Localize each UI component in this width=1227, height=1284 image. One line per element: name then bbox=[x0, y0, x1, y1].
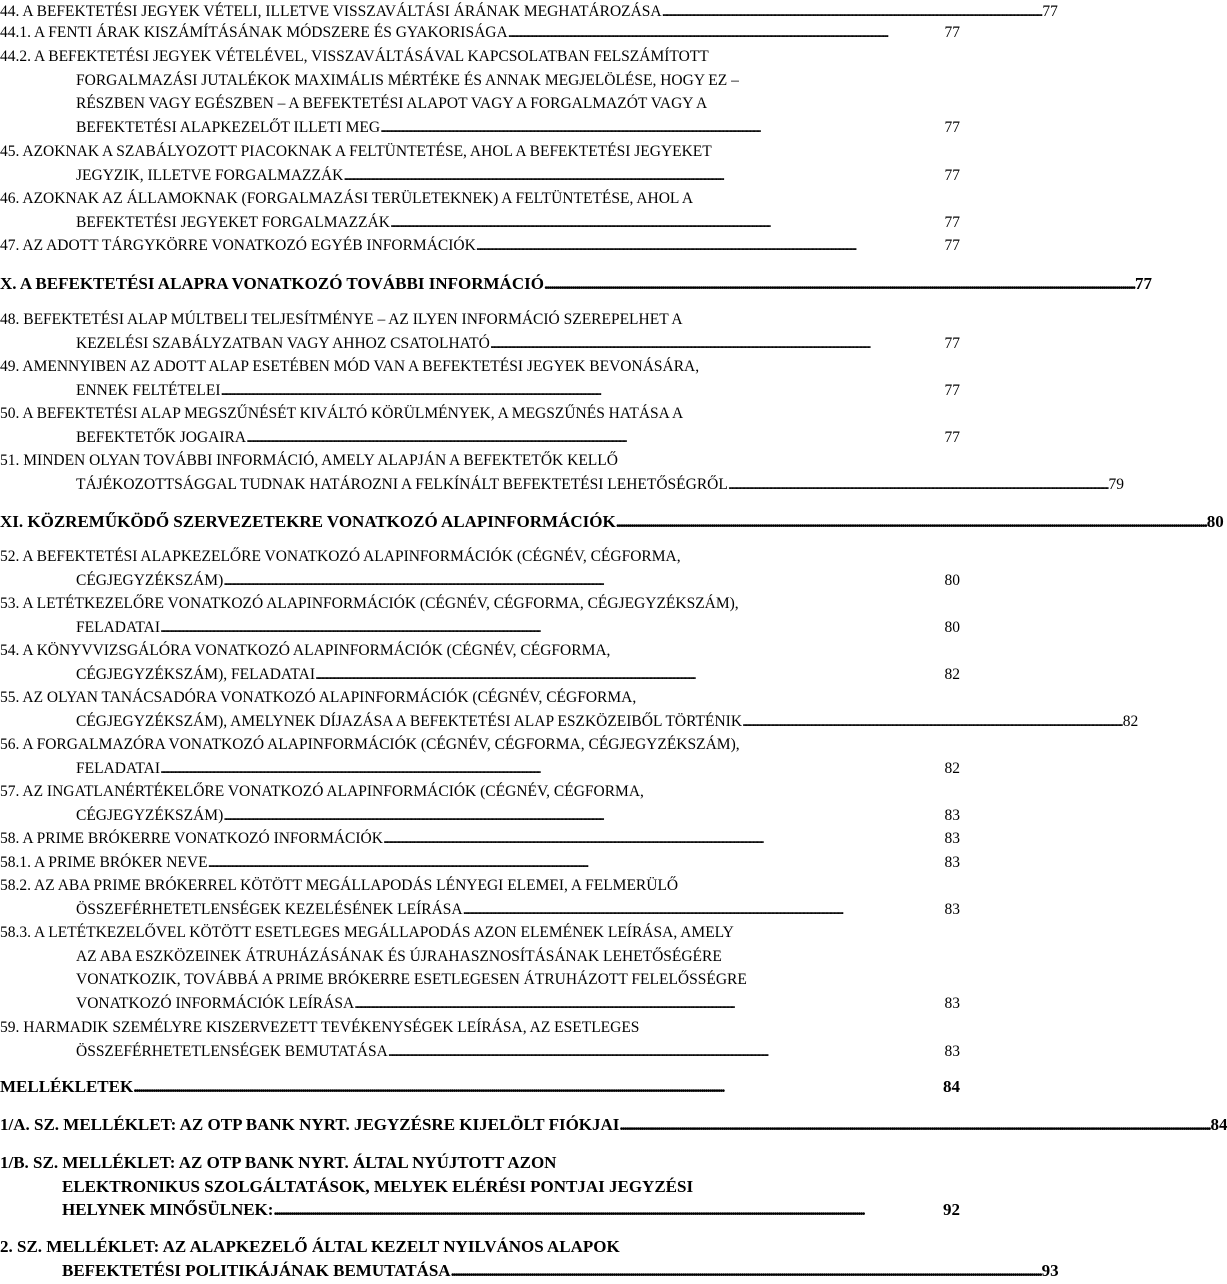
toc-entry-line bbox=[76, 945, 960, 969]
toc-entry-last-line bbox=[76, 1040, 960, 1064]
toc-entry-line bbox=[0, 874, 960, 898]
toc-entry-text: 1/A. SZ. MELLÉKLET: AZ OTP BANK NYRT. JEGYZÉSRE KIJELÖLT FIÓKJAI bbox=[0, 1115, 620, 1134]
toc-entry[interactable] bbox=[0, 1151, 960, 1224]
toc-entry-last-line bbox=[76, 569, 960, 593]
page-number: 77 bbox=[944, 213, 960, 231]
toc-entry-last-line bbox=[0, 827, 960, 851]
page-number: 83 bbox=[944, 854, 960, 871]
toc-entry-line bbox=[0, 355, 960, 379]
toc-entry[interactable] bbox=[0, 1235, 1059, 1284]
toc-entry-last-line bbox=[62, 1198, 960, 1222]
page-number: 92 bbox=[943, 1200, 960, 1219]
toc-entry-text: 53. A LETÉTKEZELŐRE VONATKOZÓ ALAPINFORMÁCIÓK (CÉGNÉV, CÉGFORMA, CÉGJEGYZÉKSZÁM), bbox=[0, 595, 739, 612]
toc-entry-last-line bbox=[62, 1259, 1059, 1283]
page-number: 84 bbox=[943, 1077, 960, 1096]
toc-entry-text: 51. MINDEN OLYAN TOVÁBBI INFORMÁCIÓ, AMELY ALAPJÁN A BEFEKTETŐK KELLŐ bbox=[0, 452, 618, 469]
page-number: 77 bbox=[944, 381, 960, 399]
toc-entry[interactable] bbox=[0, 780, 960, 829]
page-number: 77 bbox=[1042, 3, 1058, 20]
toc-entry-text: BEFEKTETŐK JOGAIRA bbox=[76, 428, 247, 446]
toc-entry-last-line bbox=[76, 757, 960, 781]
toc-entry-text: FELADATAI bbox=[76, 618, 161, 636]
page-number: 80 bbox=[944, 571, 960, 589]
toc-entry-last-line bbox=[76, 379, 960, 403]
toc-entry-line bbox=[0, 140, 960, 164]
toc-entry-line bbox=[0, 449, 960, 473]
toc-entry-last-line bbox=[76, 332, 960, 356]
toc-entry-text: BEFEKTETÉSI POLITIKÁJÁNAK BEMUTATÁSA bbox=[62, 1260, 451, 1280]
dot-leader bbox=[160, 616, 942, 640]
toc-entry[interactable] bbox=[0, 510, 1224, 536]
toc-entry-line bbox=[0, 1235, 960, 1259]
page-number: 77 bbox=[1135, 274, 1152, 293]
dot-leader bbox=[388, 1040, 943, 1064]
toc-entry-last-line bbox=[76, 663, 960, 687]
toc-entry-text: VONATKOZÓ INFORMÁCIÓK LEÍRÁSA bbox=[76, 994, 355, 1012]
toc-entry-text: RÉSZBEN VAGY EGÉSZBEN – A BEFEKTETÉSI ALAPOT VAGY A FORGALMAZÓT VAGY A bbox=[76, 95, 708, 112]
toc-entry-last-line bbox=[76, 710, 1139, 734]
toc-entry[interactable] bbox=[0, 402, 960, 451]
toc-entry-last-line bbox=[0, 234, 960, 258]
toc-entry-text: HELYNEK MINŐSÜLNEK: bbox=[62, 1200, 274, 1219]
dot-leader bbox=[508, 21, 943, 45]
dot-leader bbox=[315, 663, 943, 687]
toc-entry-line bbox=[0, 308, 960, 332]
dot-leader bbox=[343, 164, 942, 188]
toc-entry-last-line bbox=[76, 164, 960, 188]
toc-entry-text: 55. AZ OLYAN TANÁCSADÓRA VONATKOZÓ ALAPINFORMÁCIÓK (CÉGNÉV, CÉGFORMA, bbox=[0, 689, 637, 706]
toc-entry-text: 50. A BEFEKTETÉSI ALAP MEGSZŰNÉSÉT KIVÁLTÓ KÖRÜLMÉNYEK, A MEGSZŰNÉS HATÁSA A bbox=[0, 405, 684, 422]
dot-leader bbox=[380, 116, 942, 140]
page-number: 82 bbox=[1122, 712, 1139, 730]
page-number: 83 bbox=[944, 994, 960, 1012]
toc-entry-text: 47. AZ ADOTT TÁRGYKÖRRE VONATKOZÓ EGYÉB INFORMÁCIÓK bbox=[0, 237, 476, 254]
toc-entry-text: 48. BEFEKTETÉSI ALAP MÚLTBELI TELJESÍTMÉNYE – AZ ILYEN INFORMÁCIÓ SZEREPELHET A bbox=[0, 311, 683, 328]
toc-entry-last-line bbox=[0, 1113, 1227, 1137]
toc-entry[interactable] bbox=[0, 921, 960, 1017]
toc-entry-last-line bbox=[76, 898, 960, 922]
toc-entry[interactable] bbox=[0, 21, 960, 47]
toc-entry-text: 54. A KÖNYVVIZSGÁLÓRA VONATKOZÓ ALAPINFORMÁCIÓK (CÉGNÉV, CÉGFORMA, bbox=[0, 642, 611, 659]
toc-entry[interactable] bbox=[0, 1113, 1227, 1139]
toc-entry-text: CÉGJEGYZÉKSZÁM), AMELYNEK DÍJAZÁSA A BEFEKTETÉSI ALAP ESZKÖZEIBŐL TÖRTÉNIK bbox=[76, 712, 743, 730]
toc-entry-last-line bbox=[76, 211, 960, 235]
toc-entry-line bbox=[0, 780, 960, 804]
toc-entry-line bbox=[0, 686, 960, 710]
toc-entry-line bbox=[0, 1016, 960, 1040]
toc-entry-text: 2. SZ. MELLÉKLET: AZ ALAPKEZELŐ ÁLTAL KEZELT NYILVÁNOS ALAPOK bbox=[0, 1237, 620, 1256]
toc-entry-text: 44.1. A FENTI ÁRAK KISZÁMÍTÁSÁNAK MÓDSZERE ÉS GYAKORISÁGA bbox=[0, 24, 508, 41]
page-number: 83 bbox=[944, 1042, 960, 1060]
toc-entry-line bbox=[0, 402, 960, 426]
dot-leader bbox=[354, 992, 942, 1016]
toc-entry-text: CÉGJEGYZÉKSZÁM) bbox=[76, 571, 224, 589]
toc-entry[interactable] bbox=[0, 592, 960, 641]
toc-entry-text: MELLÉKLETEK bbox=[0, 1077, 134, 1096]
toc-entry-text: XI. KÖZREMŰKÖDŐ SZERVEZETEKRE VONATKOZÓ ALAPINFORMÁCIÓK bbox=[0, 512, 616, 531]
toc-entry-text: 58. A PRIME BRÓKERRE VONATKOZÓ INFORMÁCIÓK bbox=[0, 830, 383, 847]
page-number: 77 bbox=[944, 118, 960, 136]
toc-entry[interactable] bbox=[0, 272, 1152, 298]
toc-entry[interactable] bbox=[0, 45, 960, 141]
toc-entry-text: AZ ABA ESZKÖZEINEK ÁTRUHÁZÁSÁNAK ÉS ÚJRAHASZNOSÍTÁSÁNAK LEHETŐSÉGÉRE bbox=[76, 947, 722, 965]
toc-entry-text: 56. A FORGALMAZÓRA VONATKOZÓ ALAPINFORMÁCIÓK (CÉGNÉV, CÉGFORMA, CÉGJEGYZÉKSZÁM), bbox=[0, 736, 740, 753]
page-number: 83 bbox=[944, 830, 960, 847]
dot-leader bbox=[742, 710, 1121, 734]
toc-entry[interactable] bbox=[0, 1075, 960, 1101]
toc-entry-text: CÉGJEGYZÉKSZÁM) bbox=[76, 806, 224, 824]
toc-entry-text: 58.1. A PRIME BRÓKER NEVE bbox=[0, 854, 208, 871]
toc-entry[interactable] bbox=[0, 733, 960, 782]
toc-entry-text: 44.2. A BEFEKTETÉSI JEGYEK VÉTELÉVEL, VISSZAVÁLTÁSÁVAL KAPCSOLATBAN FELSZÁMÍTOTT bbox=[0, 48, 709, 65]
toc-entry-text: TÁJÉKOZOTTSÁGGAL TUDNAK HATÁROZNI A FELKÍNÁLT BEFEKTETÉSI LEHETŐSÉGRŐL bbox=[76, 475, 728, 493]
toc-entry-text: CÉGJEGYZÉKSZÁM), FELADATAI bbox=[76, 665, 315, 683]
page-number: 84 bbox=[1210, 1115, 1227, 1134]
page-number: 83 bbox=[944, 806, 960, 824]
toc-entry[interactable] bbox=[0, 686, 1139, 735]
page-number: 77 bbox=[944, 428, 960, 446]
toc-entry-text: 58.2. AZ ABA PRIME BRÓKERREL KÖTÖTT MEGÁLLAPODÁS LÉNYEGI ELEMEI, A FELMERÜLŐ bbox=[0, 877, 679, 894]
toc-entry-line bbox=[0, 592, 960, 616]
page-number: 82 bbox=[944, 665, 960, 683]
toc-entry-last-line bbox=[76, 804, 960, 828]
dot-leader bbox=[451, 1259, 1040, 1283]
dot-leader bbox=[160, 757, 942, 781]
toc-entry-last-line bbox=[0, 851, 960, 875]
toc-entry[interactable] bbox=[0, 187, 960, 236]
toc-entry-line bbox=[76, 968, 960, 992]
page-number: 80 bbox=[944, 618, 960, 636]
page-number: 80 bbox=[1206, 512, 1224, 531]
toc-entry[interactable] bbox=[0, 308, 960, 357]
toc-entry-last-line bbox=[0, 510, 1224, 534]
toc-entry-line bbox=[0, 545, 960, 569]
toc-entry-text: BEFEKTETÉSI JEGYEKET FORGALMAZZÁK bbox=[76, 213, 391, 231]
toc-entry-last-line bbox=[0, 21, 960, 45]
toc-entry-line bbox=[0, 187, 960, 211]
toc-entry-line bbox=[0, 733, 960, 757]
toc-entry-last-line bbox=[76, 426, 960, 450]
toc-entry-text: FELADATAI bbox=[76, 759, 161, 777]
dot-leader bbox=[246, 426, 942, 450]
toc-entry[interactable] bbox=[0, 1016, 960, 1065]
toc-entry-line bbox=[0, 1151, 960, 1175]
toc-entry-last-line bbox=[76, 116, 960, 140]
toc-entry-text: ÖSSZEFÉRHETETLENSÉGEK BEMUTATÁSA bbox=[76, 1042, 388, 1060]
toc-entry-line bbox=[0, 45, 960, 69]
toc-entry-text: 58.3. A LETÉTKEZELŐVEL KÖTÖTT ESETLEGES MEGÁLLAPODÁS AZON ELEMÉNEK LEÍRÁSA, AMELY bbox=[0, 924, 734, 941]
toc-entry[interactable] bbox=[0, 234, 960, 260]
toc-entry[interactable] bbox=[0, 449, 1125, 498]
toc-entry-last-line bbox=[76, 473, 1125, 497]
toc-entry-text: JEGYZIK, ILLETVE FORGALMAZZÁK bbox=[76, 166, 344, 184]
dot-leader bbox=[221, 379, 943, 403]
dot-leader bbox=[223, 804, 942, 828]
dot-leader bbox=[544, 272, 1133, 296]
page-number: 93 bbox=[1041, 1260, 1059, 1280]
page-number: 79 bbox=[1108, 475, 1125, 493]
toc-entry-last-line bbox=[76, 992, 960, 1016]
toc-entry-text: 1/B. SZ. MELLÉKLET: AZ OTP BANK NYRT. ÁLTAL NYÚJTOTT AZON bbox=[0, 1153, 557, 1172]
toc-entry-text: VONATKOZIK, TOVÁBBÁ A PRIME BRÓKERRE ESETLEGESEN ÁTRUHÁZOTT FELELŐSSÉGRE bbox=[76, 971, 747, 988]
dot-leader bbox=[490, 332, 943, 356]
dot-leader bbox=[619, 1113, 1208, 1137]
dot-leader bbox=[728, 473, 1107, 497]
toc-entry-line bbox=[76, 92, 960, 116]
toc-entry-text: 57. AZ INGATLANÉRTÉKELŐRE VONATKOZÓ ALAPINFORMÁCIÓK (CÉGNÉV, CÉGFORMA, bbox=[0, 783, 644, 800]
toc-entry[interactable] bbox=[0, 874, 960, 923]
toc-entry-last-line bbox=[0, 1075, 960, 1099]
dot-leader bbox=[476, 234, 943, 258]
toc-entry-text: 45. AZOKNAK A SZABÁLYOZOTT PIACOKNAK A FELTÜNTETÉSE, AHOL A BEFEKTETÉSI JEGYEKET bbox=[0, 143, 712, 160]
dot-leader bbox=[223, 569, 942, 593]
toc-entry-text: 49. AMENNYIBEN AZ ADOTT ALAP ESETÉBEN MÓD VAN A BEFEKTETÉSI JEGYEK BEVONÁSÁRA, bbox=[0, 358, 700, 375]
toc-entry-text: X. A BEFEKTETÉSI ALAPRA VONATKOZÓ TOVÁBBI INFORMÁCIÓ bbox=[0, 274, 544, 293]
toc-entry[interactable] bbox=[0, 140, 960, 189]
toc-entry-text: 46. AZOKNAK AZ ÁLLAMOKNAK (FORGALMAZÁSI TERÜLETEKNEK) A FELTÜNTETÉSE, AHOL A bbox=[0, 190, 694, 207]
toc-entry-text: ELEKTRONIKUS SZOLGÁLTATÁSOK, MELYEK ELÉRÉSI PONTJAI JEGYZÉSI bbox=[62, 1176, 694, 1196]
toc-entry-text: BEFEKTETÉSI ALAPKEZELŐT ILLETI MEG bbox=[76, 118, 381, 136]
dot-leader bbox=[133, 1075, 941, 1099]
toc-entry-text: 52. A BEFEKTETÉSI ALAPKEZELŐRE VONATKOZÓ ALAPINFORMÁCIÓK (CÉGNÉV, CÉGFORMA, bbox=[0, 548, 681, 565]
toc-entry-text: 44. A BEFEKTETÉSI JEGYEK VÉTELI, ILLETVE VISSZAVÁLTÁSI ÁRÁNAK MEGHATÁROZÁSA bbox=[0, 3, 662, 20]
page-number: 77 bbox=[944, 334, 960, 352]
page-number: 83 bbox=[944, 900, 960, 918]
page-number: 77 bbox=[944, 24, 960, 41]
toc-entry-line bbox=[76, 69, 960, 93]
toc-entry-text: FORGALMAZÁSI JUTALÉKOK MAXIMÁLIS MÉRTÉKE ÉS ANNAK MEGJELÖLÉSE, HOGY EZ – bbox=[76, 71, 739, 89]
toc-entry-line bbox=[62, 1175, 960, 1199]
dot-leader bbox=[390, 211, 942, 235]
toc-entry-line bbox=[0, 639, 960, 663]
toc-entry-text: 59. HARMADIK SZEMÉLYRE KISZERVEZETT TEVÉKENYSÉGEK LEÍRÁSA, AZ ESETLEGES bbox=[0, 1019, 640, 1036]
toc-entry[interactable] bbox=[0, 851, 960, 877]
toc-entry-text: ÖSSZEFÉRHETETLENSÉGEK KEZELÉSÉNEK LEÍRÁSA bbox=[76, 900, 463, 918]
toc-entry-last-line bbox=[0, 272, 1152, 296]
dot-leader bbox=[383, 827, 943, 851]
dot-leader bbox=[463, 898, 943, 922]
dot-leader bbox=[208, 851, 943, 875]
toc-entry-text: ENNEK FELTÉTELEI bbox=[76, 381, 221, 399]
toc-entry[interactable] bbox=[0, 639, 960, 688]
toc-entry-line bbox=[0, 921, 960, 945]
toc-entry[interactable] bbox=[0, 545, 960, 594]
page-number: 82 bbox=[944, 759, 960, 777]
page-number: 77 bbox=[944, 166, 960, 184]
toc-entry[interactable] bbox=[0, 355, 960, 404]
toc-entry-text: KEZELÉSI SZABÁLYZATBAN VAGY AHHOZ CSATOLHATÓ bbox=[76, 334, 490, 352]
page-number: 77 bbox=[944, 237, 960, 254]
toc-entry[interactable] bbox=[0, 827, 960, 853]
dot-leader bbox=[273, 1198, 941, 1222]
toc-entry-last-line bbox=[76, 616, 960, 640]
dot-leader bbox=[616, 510, 1205, 534]
